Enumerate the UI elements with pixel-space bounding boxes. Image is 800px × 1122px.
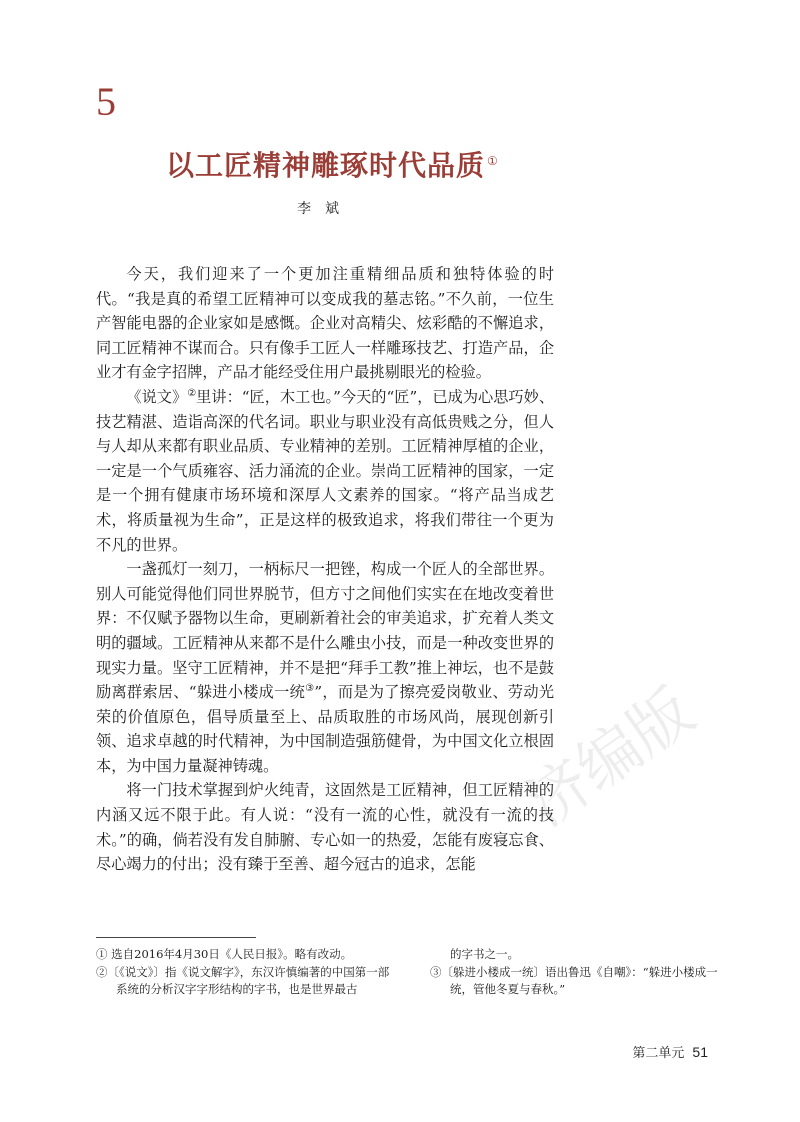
- page-number: 51: [692, 1044, 708, 1060]
- paragraph-text: 《说文》: [126, 387, 188, 406]
- paragraph-text: ”，而是为了擦亮爱岗敬业、劳动光荣的价值原色，倡导质量至上、品质取胜的市场风尚，展现创新引领、追求卓越的时代精神，为中国制造强筋健骨，为中国文化立根固本，为中国力量凝神铸魂。: [96, 683, 555, 775]
- article-body: [96, 262, 554, 877]
- paragraph-text: 里讲：“匠，木工也。”今天的“匠”，已成为心思巧妙、技艺精湛、造诣高深的代名词。职业与职业没有高低贵贱之分，但人与人却从来都有职业品质、专业精神的差别。工匠精神厚植的企业，一定是一个气质雍容、活力涌流的企业。崇尚工匠精神的国家，一定是一个拥有健康市场环境和深厚人文素养的国家。“将产品当成艺术，将质量视为生命”，正是这样的极致追求，将我们带往一个更为不凡的世界。: [96, 387, 555, 554]
- paragraph-text: 将一门技术掌握到炉火纯青，这固然是工匠精神，但工匠精神的内涵又远不限于此。有人说：“没有一流的心性，就没有一流的技术。”的确，倘若没有发自肺腑、专心如一的热爱，怎能有废寝忘食、尽心竭力的付出；没有臻于至善、超今冠古的追求，怎能: [96, 781, 554, 874]
- paragraph-text: 今天，我们迎来了一个更加注重精细品质和独特体验的时代。“我是真的希望工匠精神可以变成我的墓志铭。”不久前，一位生产智能电器的企业家如是感慨。企业对高精尖、炫彩酷的不懈追求，同工匠精神不谋而合。只有像手工匠人一样雕琢技艺、打造产品，企业才有金字招牌，产品才能经受住用户最挑剔眼光的检验。: [96, 265, 554, 382]
- footnote-1: ① 选自2016年4月30日《人民日报》。略有改动。: [96, 947, 353, 961]
- footnote-ref-3: ③: [305, 683, 315, 695]
- title-footnote-mark: ①: [487, 153, 499, 168]
- page-footer: [632, 1042, 708, 1061]
- title-text: 以工匠精神雕琢时代品质: [166, 149, 486, 182]
- paragraph-4: [96, 778, 554, 876]
- chapter-number: 5: [96, 79, 116, 124]
- footnotes-left-column: [96, 946, 396, 999]
- footnote-3: ③〔躲进小楼成一统〕语出鲁迅《自嘲》：“躲进小楼成一统，管他冬夏与春秋。”: [430, 964, 718, 996]
- paragraph-3: [96, 557, 554, 778]
- watermark: 济编版: [512, 673, 707, 841]
- paragraph-2: [96, 385, 554, 557]
- footnotes-right-column: [430, 946, 730, 999]
- paragraph-text: 一盏孤灯一刻刀，一柄标尺一把锉，构成一个匠人的全部世界。别人可能觉得他们同世界脱节，但方寸之间他们实实在在地改变着世界：不仅赋予器物以生命，更刷新着社会的审美追求，扩充着人类文明的疆域。工匠精神从来都不是什么雕虫小技，而是一种改变世界的现实力量。坚守工匠精神，并不是把“拜手工教”推上神坛，也不是鼓励离群索居、“躲进小楼成一统: [96, 560, 554, 702]
- footnote-divider: [96, 937, 256, 938]
- footnote-2-continued: 的字书之一。: [450, 947, 519, 961]
- page-title: [166, 144, 499, 184]
- footnote-2: ②〔《说文》〕指《说文解字》，东汉许慎编著的中国第一部系统的分析汉字字形结构的字书，也是世界最古: [96, 964, 390, 996]
- unit-label: 第二单元: [632, 1046, 685, 1061]
- author: 李斌: [297, 201, 353, 217]
- paragraph-1: [96, 262, 554, 385]
- footnote-ref-2: ②: [187, 387, 197, 399]
